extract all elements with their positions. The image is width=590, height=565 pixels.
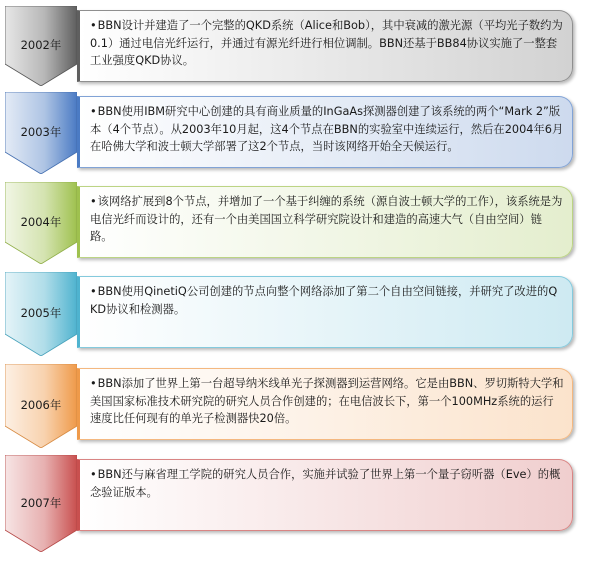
year-label: 2003年 [20,125,62,139]
year-label: 2007年 [20,496,62,510]
event-card [77,96,573,168]
event-text: • BBN设计并建造了一个完整的QKD系统（Alice和Bob），其中衰减的激光源（平均光子数约为0.1）通过电信光纤运行，并通过有源光纤进行相位调制。BBN还基于BB84协议实施了一整套工业强度QKD协议。 [90,17,564,70]
event-text: • 该网络扩展到8个节点，并增加了一个基于纠缠的系统（源自波士顿大学的工作），该系统是为电信光纤而设计的，还有一个由美国国立科学研究院设计和建造的高速大气（自由空间）链路。 [90,193,564,246]
timeline-row-2004 [0,182,590,264]
year-label: 2004年 [20,215,62,229]
year-label: 2006年 [20,398,62,412]
event-text: • BBN还与麻省理工学院的研究人员合作，实施并试验了世界上第一个量子窃听器（Eve）的概念验证版本。 [90,466,564,501]
event-card [77,368,573,440]
year-label: 2005年 [20,306,62,320]
event-text: • BBN使用QinetiQ公司创建的节点向整个网络添加了第二个自由空间链接，并研究了改进的QKD协议和检测器。 [90,283,564,318]
event-card [77,186,573,258]
event-card [77,459,573,531]
timeline-row-2006 [0,364,590,448]
timeline-row-2005 [0,272,590,356]
timeline-row-2007 [0,455,590,552]
event-text: • BBN添加了世界上第一台超导纳米线单光子探测器到运营网络。它是由BBN、罗切斯特大学和美国国家标准技术研究院的研究人员合作创建的；在电信波长下，第一个100MHz系统的运行速度比任何现有的单光子检测器快20倍。 [90,375,564,428]
year-label: 2002年 [20,38,62,52]
event-text: • BBN使用IBM研究中心创建的具有商业质量的InGaAs探测器创建了该系统的两个“Mark 2”版本（4个节点）。从2003年10月起，这4个节点在BBN的实验室中连续运行，然后在2004年6月在哈佛大学和波士顿大学部署了这2个节点，当时该网络开始全天候运行。 [90,103,564,156]
timeline-row-2003 [0,92,590,174]
timeline-row-2002 [0,6,590,86]
event-card [77,276,573,348]
event-card [77,10,573,82]
